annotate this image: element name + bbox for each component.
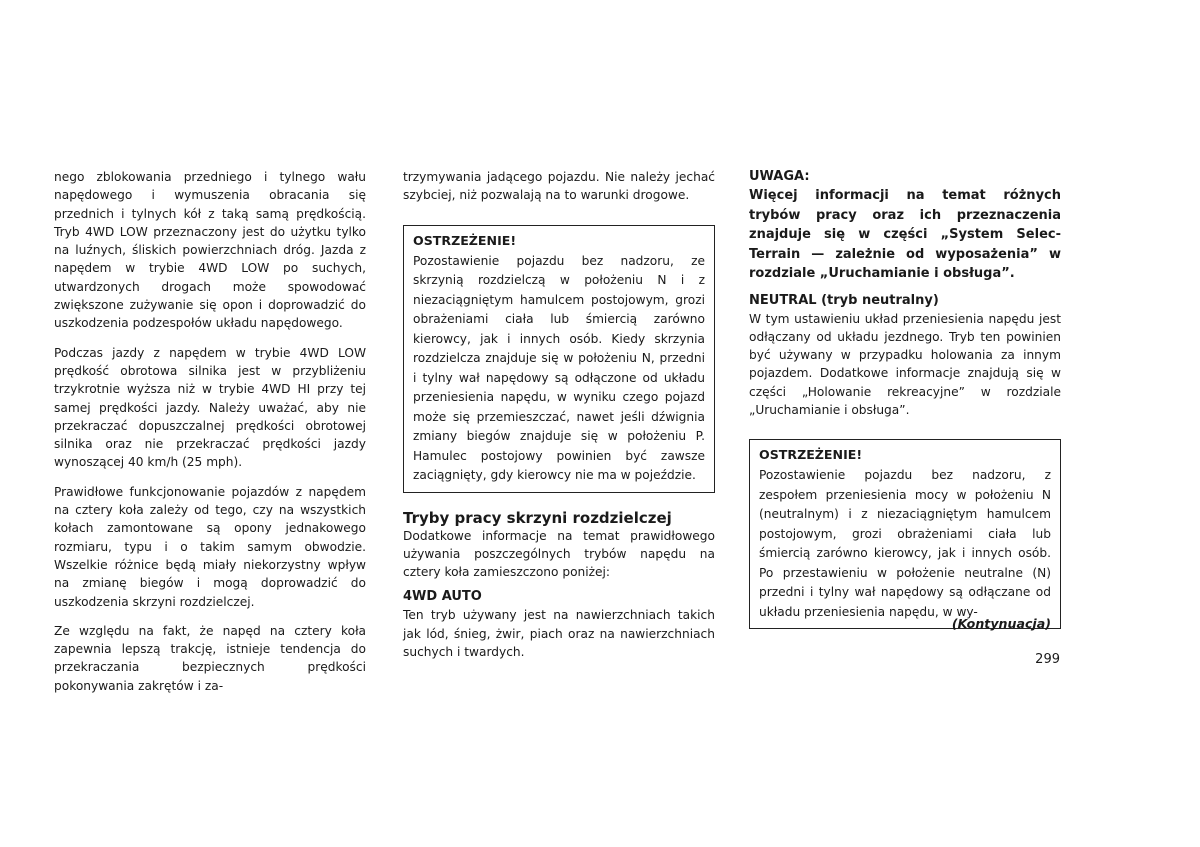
continued-label: (Kontynuacja) bbox=[951, 616, 1051, 631]
body-paragraph: nego zblokowania przedniego i tylnego wału napędowego i wymuszenia obracania się przednich i tylnych kół z taką samą prędkością. Tryb 4WD LOW przeznaczony jest do użytku tylko na luźnych, śliskich powierzchniach dróg. Jazda z napędem w trybie 4WD LOW po suchych, utwardzonych drogach może spowodować zwiększone zużywanie się opon i doprowadzić do uszkodzenia podzespołów układu napędowego. bbox=[54, 170, 366, 331]
warning-box bbox=[403, 225, 715, 493]
middle-column bbox=[403, 168, 715, 661]
right-column bbox=[749, 168, 1061, 629]
note-heading: UWAGA: bbox=[749, 169, 810, 184]
neutral-text: W tym ustawieniu układ przeniesienia napędu jest odłączany od układu jezdnego. Tryb ten powinien być używany w przypadku holowania za innym pojazdem. Dodatkowe informacje znajdują się w części „Holowanie rekreacyjne” w rozdziale „Uruchamianie i obsługa”. bbox=[749, 311, 1061, 417]
section-heading: Tryby pracy skrzyni rozdzielczej bbox=[403, 508, 672, 527]
section-text: Dodatkowe informacje na temat prawidłowego używania poszczególnych trybów napędu na cztery koła zamieszczono poniżej: bbox=[403, 528, 715, 580]
warning-title: OSTRZEŻENIE! bbox=[759, 447, 863, 463]
subsection-heading: 4WD AUTO bbox=[403, 589, 482, 605]
body-paragraph: Prawidłowe funkcjonowanie pojazdów z napędem na cztery koła zależy od tego, czy na wszystkich kołach zamontowane są opony jednakowego rozmiaru, typu i o takim samym obwodzie. Wszelkie różnice będą miały niekorzystny wpływ na zmianę biegów i mogą doprowadzić do uszkodzenia skrzyni rozdzielczej. bbox=[54, 484, 366, 609]
neutral-heading: NEUTRAL (tryb neutralny) bbox=[749, 292, 939, 308]
body-paragraph: Podczas jazdy z napędem w trybie 4WD LOW prędkość obrotowa silnika jest w przybliżeniu trzykrotnie wyższa niż w trybie 4WD HI przy tej samej prędkości jazdy. Należy uważać, aby nie przekraczać dopuszczalnej prędkości obrotowej silnika oraz nie przekraczać prędkości jazdy wynoszącej 40 km/h (25 mph). bbox=[54, 345, 366, 470]
note-text: Więcej informacji na temat różnych trybów pracy oraz ich przeznaczenia znajduje się w części „System Selec-Terrain — zależnie od wyposażenia” w rozdziale „Uruchamianie i obsługa”. bbox=[749, 188, 1061, 281]
warning-text: Pozostawienie pojazdu bez nadzoru, z zespołem przeniesienia mocy w położeniu N (neutralnym) i z niezaciągniętym hamulcem postojowym, grozi obrażeniami ciała lub śmiercią zarówno kierowcy, jak i innych osób. Po przestawieniu w położenie neutralne (N) przedni i tylny wał napędowy są odłączane od układu przeniesienia napędu, w wy- bbox=[759, 468, 1051, 619]
subsection-text: Ten tryb używany jest na nawierzchniach takich jak lód, śnieg, żwir, piach oraz na nawierzchniach suchych i twardych. bbox=[403, 608, 715, 660]
warning-text: Pozostawienie pojazdu bez nadzoru, ze skrzynią rozdzielczą w położeniu N i z niezaciągniętym hamulcem postojowym, grozi obrażeniami ciała lub śmiercią zarówno kierowcy, jak i innych osób. Kiedy skrzynia rozdzielcza znajduje się w położeniu N, przedni i tylny wał napędowy są odłączone od układu przeniesienia napędu, w wyniku czego pojazd może się przemieszczać, nawet jeśli dźwignia zmiany biegów znajduje się w położeniu P. Hamulec postojowy powinien być zawsze zaciągnięty, gdy kierowcy nie ma w pojeździe. bbox=[413, 253, 705, 483]
body-paragraph: Ze względu na fakt, że napęd na cztery koła zapewnia lepszą trakcję, istnieje tendencja do przekraczania bezpiecznych prędkości pokonywania zakrętów i za- bbox=[54, 623, 366, 693]
continued-paragraph: trzymywania jadącego pojazdu. Nie należy jechać szybciej, niż pozwalają na to warunki drogowe. bbox=[403, 170, 715, 203]
left-column bbox=[54, 168, 366, 706]
warning-title: OSTRZEŻENIE! bbox=[413, 232, 517, 248]
page-number: 299 bbox=[1035, 652, 1060, 667]
warning-box bbox=[749, 439, 1061, 629]
